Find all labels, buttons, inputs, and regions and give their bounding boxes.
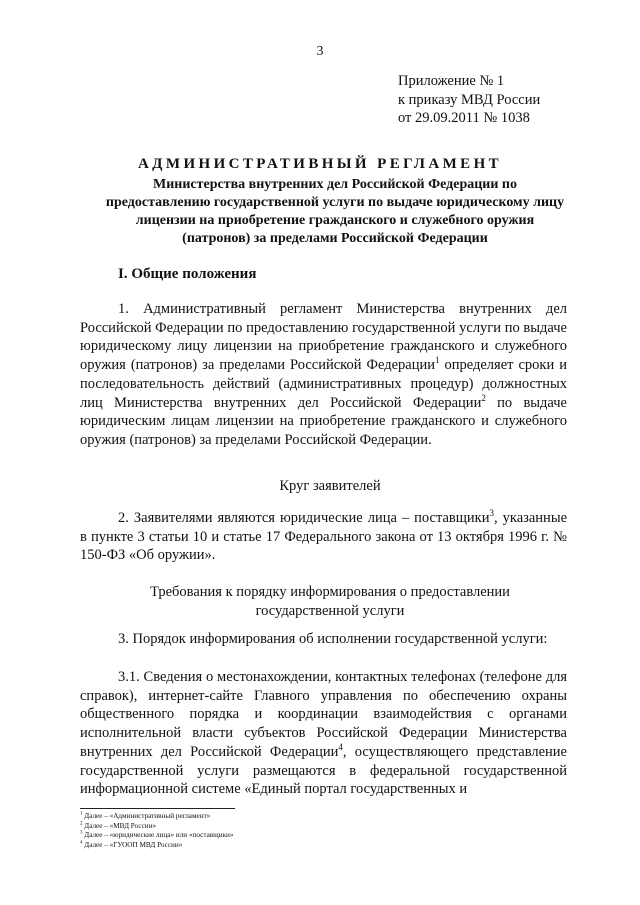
footnote-number: 2 (80, 821, 83, 827)
footnote-ref: 4 (338, 741, 343, 752)
footnote-number: 4 (80, 840, 83, 846)
paragraph-text: по выдаче юридическим лицам лицензии на приобретение гражданского и служебного оружия (патронов) за пределами Российской Федерации. (80, 394, 567, 448)
footnote-text: Далее – «МВД России» (82, 821, 157, 830)
footnotes (80, 812, 233, 850)
footnote-divider (80, 808, 235, 809)
footnote-number: 3 (80, 830, 83, 836)
applicants-heading: Круг заявителей (279, 478, 381, 494)
paragraph-text: определяет сроки и последовательность действий (административных процедур) должностных лиц Министерства внутренних дел Российской Федерации (80, 357, 567, 411)
footnote (80, 831, 233, 841)
footnote (80, 812, 233, 822)
document-title: АДМИНИСТРАТИВНЫЙ РЕГЛАМЕНТ (137, 156, 503, 172)
paragraph-2 (80, 509, 567, 565)
paragraph-text: 2. Заявителями являются юридические лица – поставщики (118, 510, 490, 526)
appendix-line: Приложение № 1 (398, 73, 505, 89)
footnote-text: Далее – «Административный регламент» (82, 812, 211, 820)
document-subtitle: Министерства внутренних дел Российской Федерации по предоставлению государственной услуги по выдаче юридическому лицу лицензии на приобретение гражданского и служебного оружия (патронов) за пределами Российской Федерации (105, 177, 565, 246)
appendix-line: от 29.09.2011 № 1038 (398, 110, 530, 126)
paragraph-text: 1. Административный регламент Министерства внутренних дел Российской Федерации по предоставлению государственной услуги по выдаче юридическому лицу лицензии на приобретение гражданского и служебного оружия (патронов) за пределами Российской Федерации (80, 301, 567, 374)
footnote-text: Далее – «юридические лица» или «поставщики» (82, 831, 234, 839)
paragraph-1 (80, 300, 567, 450)
paragraph-3-1 (80, 668, 567, 799)
paragraph-3: 3. Порядок информирования об исполнении государственной услуги: (118, 631, 548, 647)
footnote (80, 841, 233, 851)
paragraph-text: , указанные в пункте 3 статьи 10 и статье 17 Федерального закона от 13 октября 1996 г. № 150-ФЗ «Об оружии». (80, 510, 567, 564)
footnote-text: Далее – «ГУООП МВД России» (82, 840, 183, 849)
footnote-ref: 3 (489, 508, 494, 519)
paragraph-text: 3.1. Сведения о местонахождении, контактных телефонах (телефоне для справок), интернет-сайте Главного управления по обеспечению охраны общественного порядка и координации взаимодействия с органами исполнительной власти субъектов Российской Федерации Министерства внутренних дел Российской Федерации (80, 669, 567, 760)
footnote-number: 1 (80, 811, 83, 817)
appendix-line: к приказу МВД России (398, 91, 541, 108)
requirements-heading: Требования к порядку информирования о предоставлении государственной услуги (150, 584, 510, 619)
footnote-ref: 1 (434, 355, 440, 366)
footnote (80, 822, 233, 832)
section-heading: I. Общие положения (118, 266, 257, 282)
footnote-ref: 2 (481, 392, 486, 403)
appendix-block (398, 72, 540, 128)
paragraph-text: , осуществляющего представление государственной услуги размещаются в федеральной государственной информационной системе «Единый портал государственных и (80, 743, 567, 798)
page-number: 3 (316, 44, 324, 59)
